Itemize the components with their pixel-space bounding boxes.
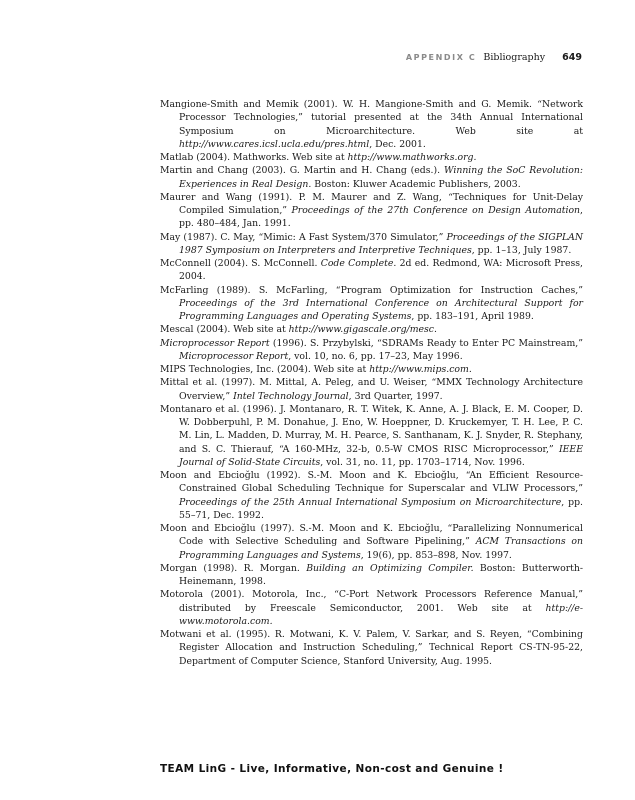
reference-italic-text: http://www.gigascale.org/mesc. (288, 324, 437, 336)
reference-text: Mangione-Smith and Memik (2001). W. H. Mangione-Smith and G. Memik. “Network Processor Technologies,” tutorial presented at the 34th Annual International Symposium on Microarchitecture. Web site at (160, 99, 583, 137)
reference-italic-text: http://www.mathworks.org. (347, 152, 477, 163)
reference-text: , vol. 31, no. 11, pp. 1703–1714, Nov. 1996. (320, 456, 525, 468)
reference-entry (160, 337, 583, 364)
reference-text: Motorola (2001). Motorola, Inc., “C-Port Network Processors Reference Manual,” distributed by Freescale Semiconductor, 2001. Web site at (160, 589, 583, 614)
reference-text: , 19(6), pp. 853–898, Nov. 1997. (360, 549, 512, 561)
reference-entry (160, 522, 583, 562)
reference-italic-text: Building an Optimizing Compiler. (306, 562, 474, 574)
reference-italic-text: ACM Transactions on Programming Languages and Systems (179, 536, 583, 561)
section-label: APPENDIX C (405, 53, 477, 62)
reference-italic-text: Proceedings of the 27th Conference on Design Automation (291, 205, 581, 216)
reference-text: Matlab (2004). Mathworks. Web site at (160, 152, 348, 163)
reference-text: McFarling (1989). S. McFarling, “Program Optimization for Instruction Caches,” (160, 284, 583, 296)
reference-text: Maurer and Wang (1991). P. M. Maurer and Z. Wang, “Techniques for Unit-Delay Compiled Simulation,” (160, 191, 583, 216)
reference-text: Montanaro et al. (1996). J. Montanaro, R. T. Witek, K. Anne, A. J. Black, E. M. Cooper, D. W. Dobberpuhl, P. M. Donahue, J. Eno, W. Hoeppner, D. Kruckemyer, T. H. Lee, P. C. M. Lin, L. Madden, D. Murray, M. H. Pearce, S. Santhanam, K. J. Snyder, R. Stephany, and S. C. Thierauf, “A 160-MHz, 32-b, 0.5-W CMOS RISC Microprocessor,” (160, 403, 583, 455)
reference-text: , vol. 10, no. 6, pp. 17–23, May 1996. (288, 350, 463, 362)
reference-entry (160, 231, 583, 258)
reference-entry (160, 257, 583, 284)
reference-entry (160, 98, 583, 151)
reference-italic-text: http://e-www.motorola.com. (179, 602, 583, 627)
reference-entry (160, 191, 583, 231)
reference-italic-text: IEEE Journal of Solid-State Circuits (179, 443, 583, 468)
reference-text: Mittal et al. (1997). M. Mittal, A. Peleg, and U. Weiser, “MMX Technology Architecture Overview,” (160, 377, 583, 402)
reference-entry (160, 284, 583, 324)
reference-text: MIPS Technologies, Inc. (2004). Web site at (160, 364, 370, 375)
reference-text: , pp. 183–191, April 1989. (411, 311, 534, 322)
page-number: 649 (562, 52, 582, 63)
reference-text: McConnell (2004). S. McConnell. (160, 258, 321, 269)
reference-entry (160, 588, 583, 628)
reference-text: Mescal (2004). Web site at (160, 324, 289, 336)
reference-text: 2d ed. Redmond, WA: Microsoft Press, 2004. (179, 258, 584, 283)
reference-text: , pp. 1–13, July 1987. (471, 244, 572, 256)
reference-italic-text: Code Complete. (320, 258, 397, 269)
running-header (0, 52, 582, 64)
reference-text: , 3rd Quarter, 1997. (348, 390, 443, 402)
reference-entry (160, 403, 583, 469)
reference-entry (160, 151, 583, 164)
reference-entry (160, 164, 583, 191)
reference-text: , Dec. 2001. (369, 138, 426, 150)
header-title: Bibliography (483, 52, 546, 63)
reference-entry (160, 323, 583, 336)
reference-italic-text: Proceedings of the 3rd International Conference on Architectural Support for Programming Languages and Operating Systems (179, 297, 583, 322)
reference-italic-text: Microprocessor Report (160, 337, 270, 349)
reference-text: May (1987). C. May, “Mimic: A Fast System/370 Simulator,” (160, 231, 447, 243)
reference-text: Boston: Butterworth-Heinemann, 1998. (179, 562, 584, 587)
reference-text: , pp. 480–484, Jan. 1991. (179, 205, 584, 230)
reference-italic-text: Microprocessor Report (179, 350, 289, 362)
reference-entry (160, 376, 583, 403)
reference-entry (160, 363, 583, 376)
reference-italic-text: Proceedings of the 25th Annual International Symposium on Microarchitecture (179, 496, 562, 508)
reference-italic-text: Winning the SoC Revolution: Experiences in Real Design. (179, 165, 583, 190)
reference-italic-text: http://www.cares.icsl.ucla.edu/pres.html (179, 138, 370, 150)
reference-entry (160, 562, 583, 589)
reference-text: Morgan (1998). R. Morgan. (160, 562, 307, 574)
reference-text: (1996). S. Przybylski, “SDRAMs Ready to Enter PC Mainstream,” (269, 337, 583, 349)
reference-entry (160, 628, 583, 668)
footer-watermark: TEAM LinG - Live, Informative, Non-cost and Genuine ! (160, 763, 504, 775)
reference-text: , pp. 55–71, Dec. 1992. (179, 496, 583, 521)
reference-list (160, 98, 583, 668)
reference-text: Moon and Ebcioğlu (1997). S.-M. Moon and K. Ebcioğlu, “Parallelizing Nonnumerical Code with Selective Scheduling and Software Pipelining,” (160, 523, 583, 548)
reference-italic-text: Proceedings of the SIGPLAN 1987 Symposium on Interpreters and Interpretive Techniques (179, 231, 583, 256)
reference-entry (160, 469, 583, 522)
reference-text: Boston: Kluwer Academic Publishers, 2003. (311, 178, 521, 190)
reference-text: Moon and Ebcioğlu (1992). S.-M. Moon and K. Ebcioğlu, “An Efficient Resource-Constrained Global Scheduling Technique for Superscalar and VLIW Processors,” (160, 470, 583, 495)
reference-text: Motwani et al. (1995). R. Motwani, K. V. Palem, V. Sarkar, and S. Reyen, “Combining Register Allocation and Instruction Scheduling,” Technical Report CS-TN-95-22, Department of Computer Science, Stanford University, Aug. 1995. (160, 629, 583, 667)
reference-text: Martin and Chang (2003). G. Martin and H. Chang (eds.). (160, 165, 444, 177)
reference-italic-text: Intel Technology Journal (233, 390, 349, 402)
reference-italic-text: http://www.mips.com. (369, 364, 472, 375)
